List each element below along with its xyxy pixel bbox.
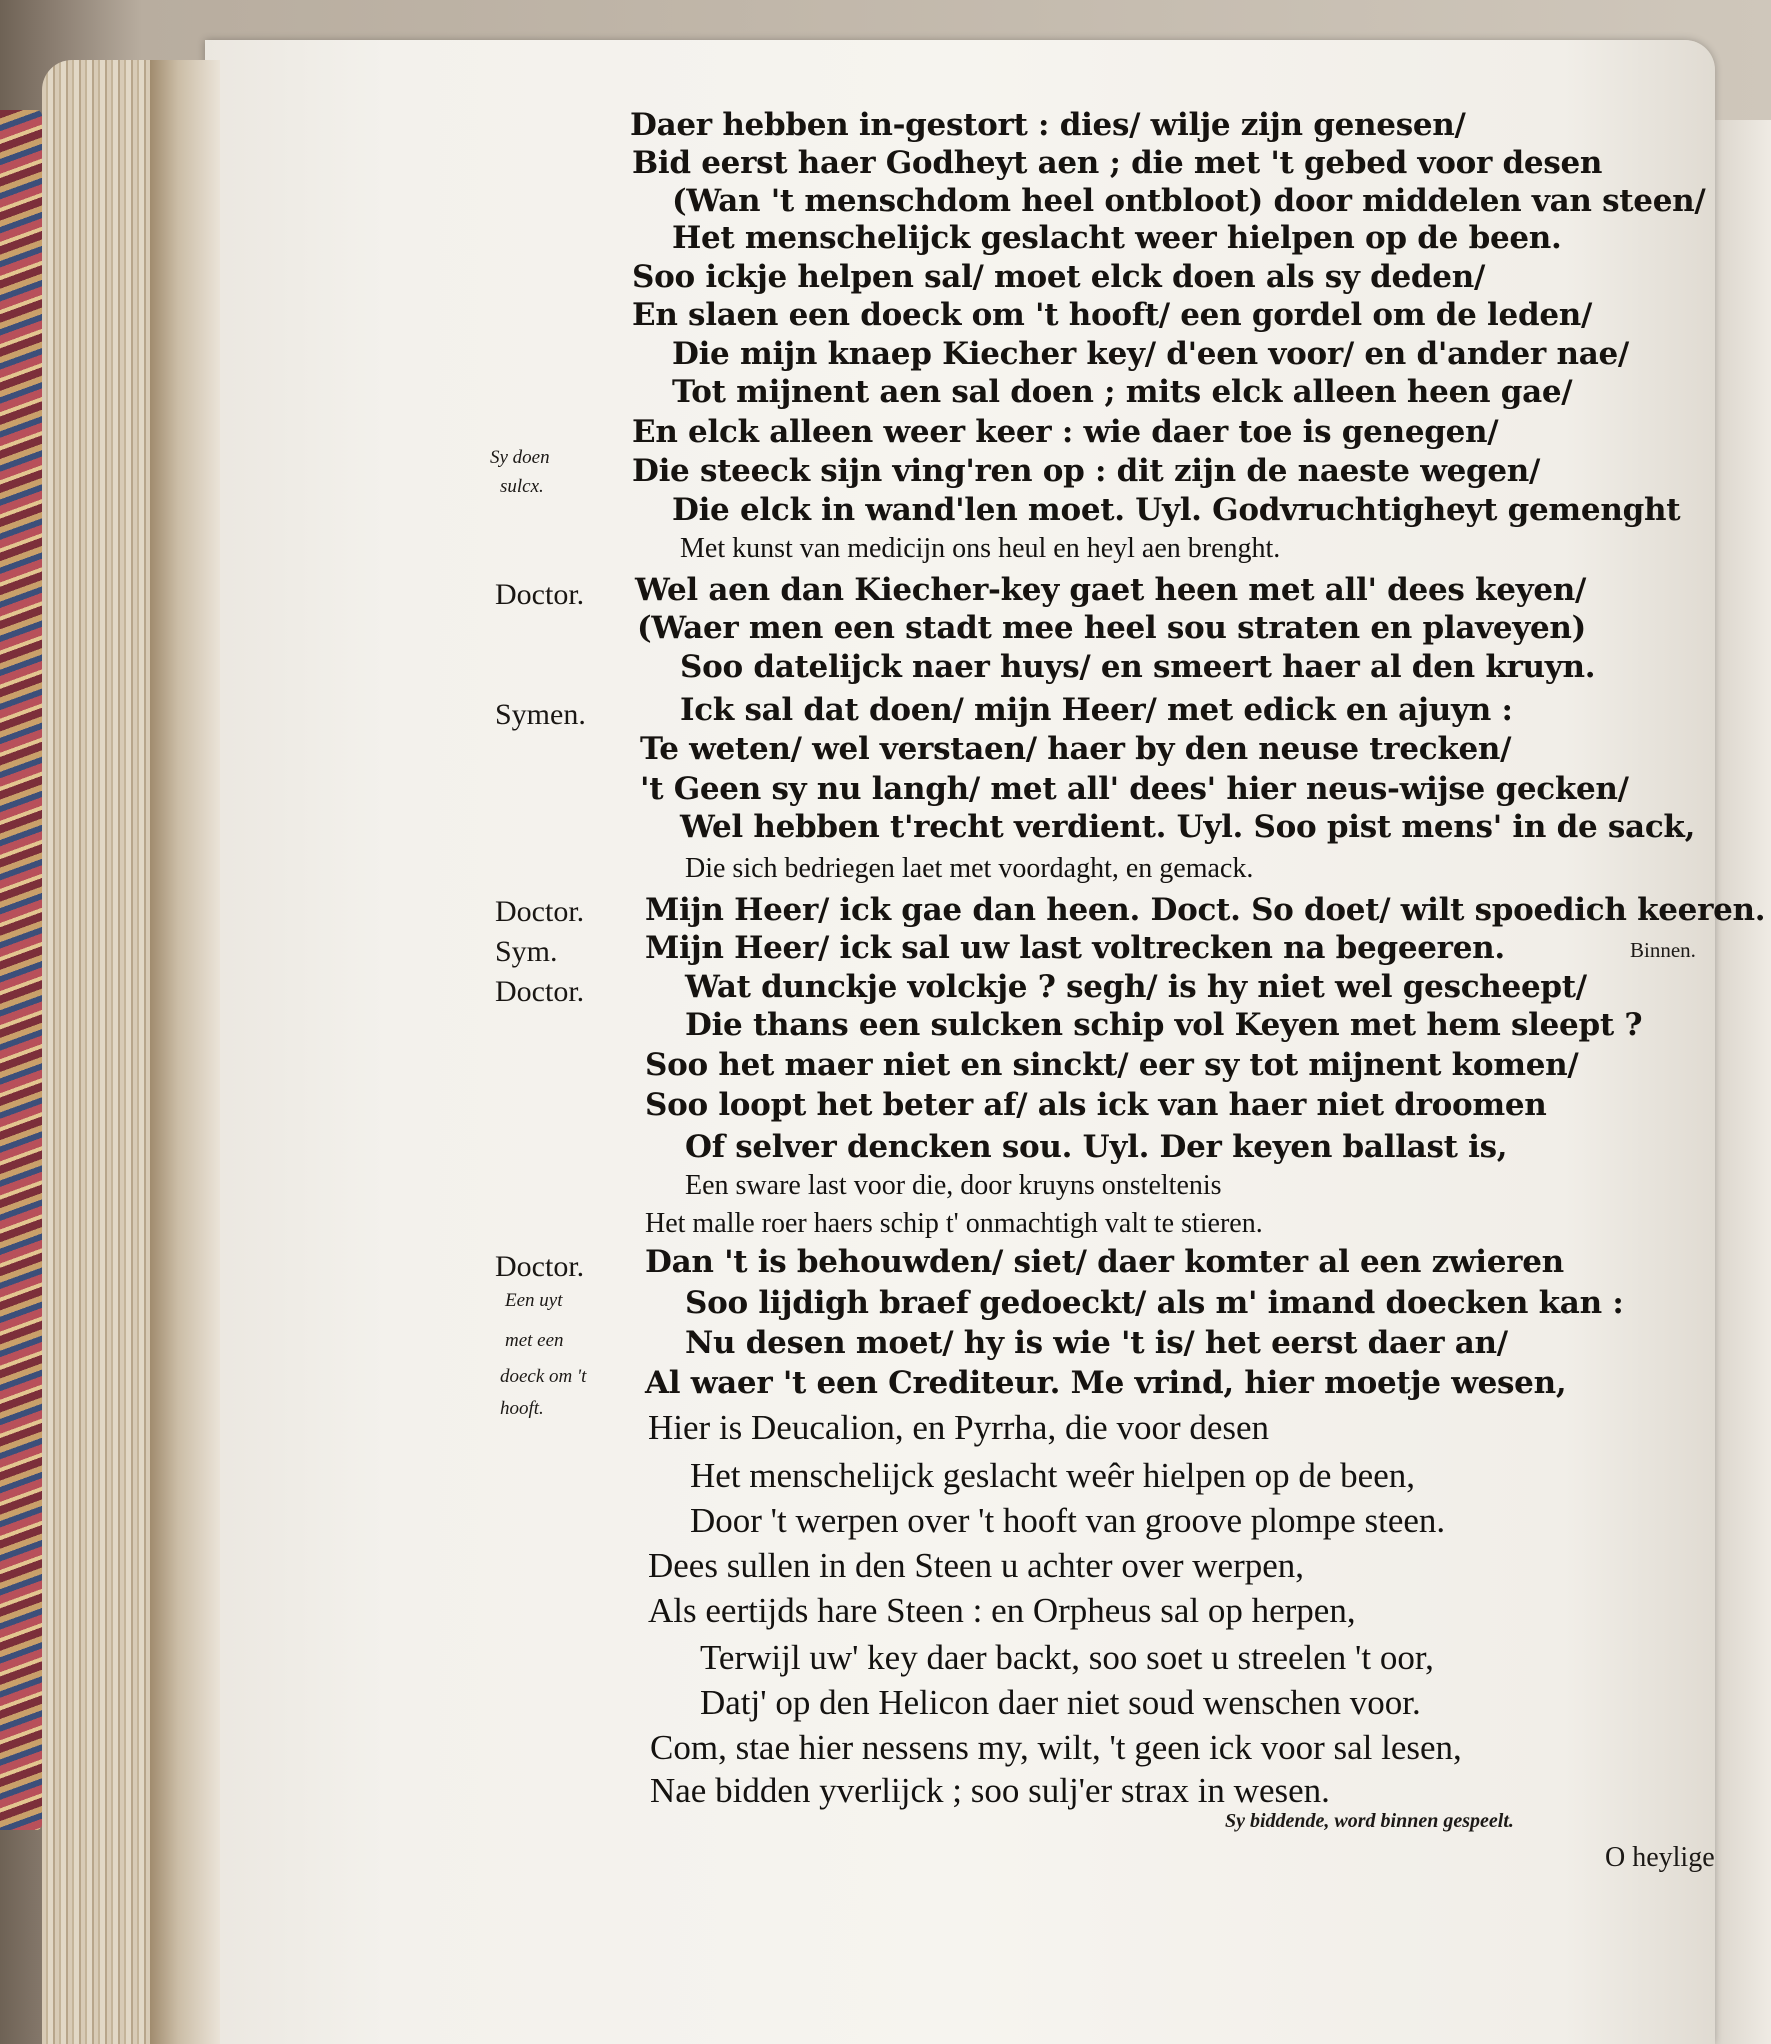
speaker-name: Doctor.	[495, 975, 585, 1008]
text-line: Als eertijds hare Steen : en Orpheus sal op herpen,	[648, 1591, 1356, 1630]
text-line: Het menschelijck geslacht weer hielpen op de been.	[672, 220, 1562, 256]
text-line: Of selver dencken sou. Uyl. Der keyen ballast is,	[685, 1129, 1508, 1165]
text-line: Com, stae hier nessens my, wilt, 't geen ick voor sal lesen,	[650, 1728, 1462, 1767]
text-line: Bid eerst haer Godheyt aen ; die met 't gebed voor desen	[632, 145, 1603, 181]
margin-note: Een uyt	[505, 1290, 563, 1311]
text-line: Soo loopt het beter af/ als ick van haer niet droomen	[645, 1087, 1547, 1123]
text-line: Soo datelijck naer huys/ en smeert haer al den kruyn.	[680, 649, 1596, 685]
text-line: (Waer men een stadt mee heel sou straten en plaveyen)	[637, 610, 1586, 646]
text-line: 't Geen sy nu langh/ met all' dees' hier neus-wijse gecken/	[640, 771, 1629, 807]
margin-note-binnen: Binnen.	[1630, 938, 1696, 962]
text-line: En elck alleen weer keer : wie daer toe is genegen/	[632, 414, 1499, 450]
text-line: Al waer 't een Crediteur. Me vrind, hier moetje wesen,	[645, 1365, 1567, 1401]
text-line: Door 't werpen over 't hooft van groove plompe steen.	[690, 1501, 1446, 1540]
text-line: Ick sal dat doen/ mijn Heer/ met edick en ajuyn :	[680, 692, 1513, 728]
text-line: Daer hebben in-gestort : dies/ wilje zijn genesen/	[630, 107, 1466, 143]
text-line: Wel hebben t'recht verdient. Uyl. Soo pist mens' in de sack,	[680, 809, 1696, 845]
text-line: Wel aen dan Kiecher-key gaet heen met all' dees keyen/	[635, 572, 1587, 608]
text-line: Die steeck sijn ving'ren op : dit zijn de naeste wegen/	[632, 453, 1541, 489]
margin-note: Sy doen	[490, 447, 550, 468]
text-line: Te weten/ wel verstaen/ haer by den neuse trecken/	[640, 731, 1512, 767]
text-line: Dan 't is behouwden/ siet/ daer komter al een zwieren	[645, 1244, 1564, 1280]
text-line: Het malle roer haers schip t' onmachtigh valt te stieren.	[645, 1208, 1263, 1239]
text-line: Een sware last voor die, door kruyns onsteltenis	[685, 1170, 1222, 1201]
text-line: Soo lijdigh braef gedoeckt/ als m' imand doecken kan :	[685, 1285, 1624, 1321]
book-gutter	[150, 60, 220, 2044]
speaker-name: Symen.	[495, 698, 586, 731]
text-line: Tot mijnent aen sal doen ; mits elck alleen heen gae/	[672, 374, 1573, 410]
text-line: (Wan 't menschdom heel ontbloot) door middelen van steen/	[672, 183, 1706, 219]
text-line: Hier is Deucalion, en Pyrrha, die voor desen	[648, 1408, 1270, 1447]
marbled-page-edge	[0, 110, 42, 1830]
margin-note: met een	[505, 1330, 564, 1351]
margin-note: doeck om 't	[500, 1366, 587, 1387]
text-line: Met kunst van medicijn ons heul en heyl aen brenght.	[680, 533, 1281, 564]
text-line: Mijn Heer/ ick gae dan heen. Doct. So doet/ wilt spoedich keeren.	[645, 892, 1766, 928]
text-line: Soo het maer niet en sinckt/ eer sy tot mijnent komen/	[645, 1047, 1579, 1083]
text-line: Nu desen moet/ hy is wie 't is/ het eerst daer an/	[685, 1325, 1508, 1361]
stage-direction: Sy biddende, word binnen gespeelt.	[1225, 1810, 1514, 1832]
text-line: Die thans een sulcken schip vol Keyen met hem sleept ?	[685, 1007, 1643, 1043]
text-line: Soo ickje helpen sal/ moet elck doen als sy deden/	[632, 259, 1485, 295]
speaker-name: Sym.	[495, 935, 558, 968]
text-line: Het menschelijck geslacht weêr hielpen op de been,	[690, 1456, 1415, 1495]
text-line: Die mijn knaep Kiecher key/ d'een voor/ en d'ander nae/	[672, 336, 1629, 372]
text-line: Datj' op den Helicon daer niet soud wenschen voor.	[700, 1683, 1421, 1722]
text-line: Die sich bedriegen laet met voordaght, en gemack.	[685, 853, 1254, 884]
catchword: O heylige	[1605, 1842, 1715, 1873]
text-line: Wat dunckje volckje ? segh/ is hy niet wel gescheept/	[685, 969, 1587, 1005]
text-line: Nae bidden yverlijck ; soo sulj'er strax in wesen.	[650, 1771, 1330, 1810]
speaker-name: Doctor.	[495, 1250, 585, 1283]
margin-note: hooft.	[500, 1398, 544, 1419]
speaker-name: Doctor.	[495, 895, 585, 928]
text-line: En slaen een doeck om 't hooft/ een gordel om de leden/	[632, 297, 1593, 333]
margin-note: sulcx.	[500, 476, 544, 497]
text-line: Dees sullen in den Steen u achter over werpen,	[648, 1546, 1305, 1585]
text-line: Terwijl uw' key daer backt, soo soet u streelen 't oor,	[700, 1638, 1434, 1677]
text-line: Mijn Heer/ ick sal uw last voltrecken na begeeren.	[645, 930, 1505, 966]
text-line: Die elck in wand'len moet. Uyl. Godvruchtigheyt gemenght	[672, 492, 1681, 528]
speaker-name: Doctor.	[495, 578, 585, 611]
